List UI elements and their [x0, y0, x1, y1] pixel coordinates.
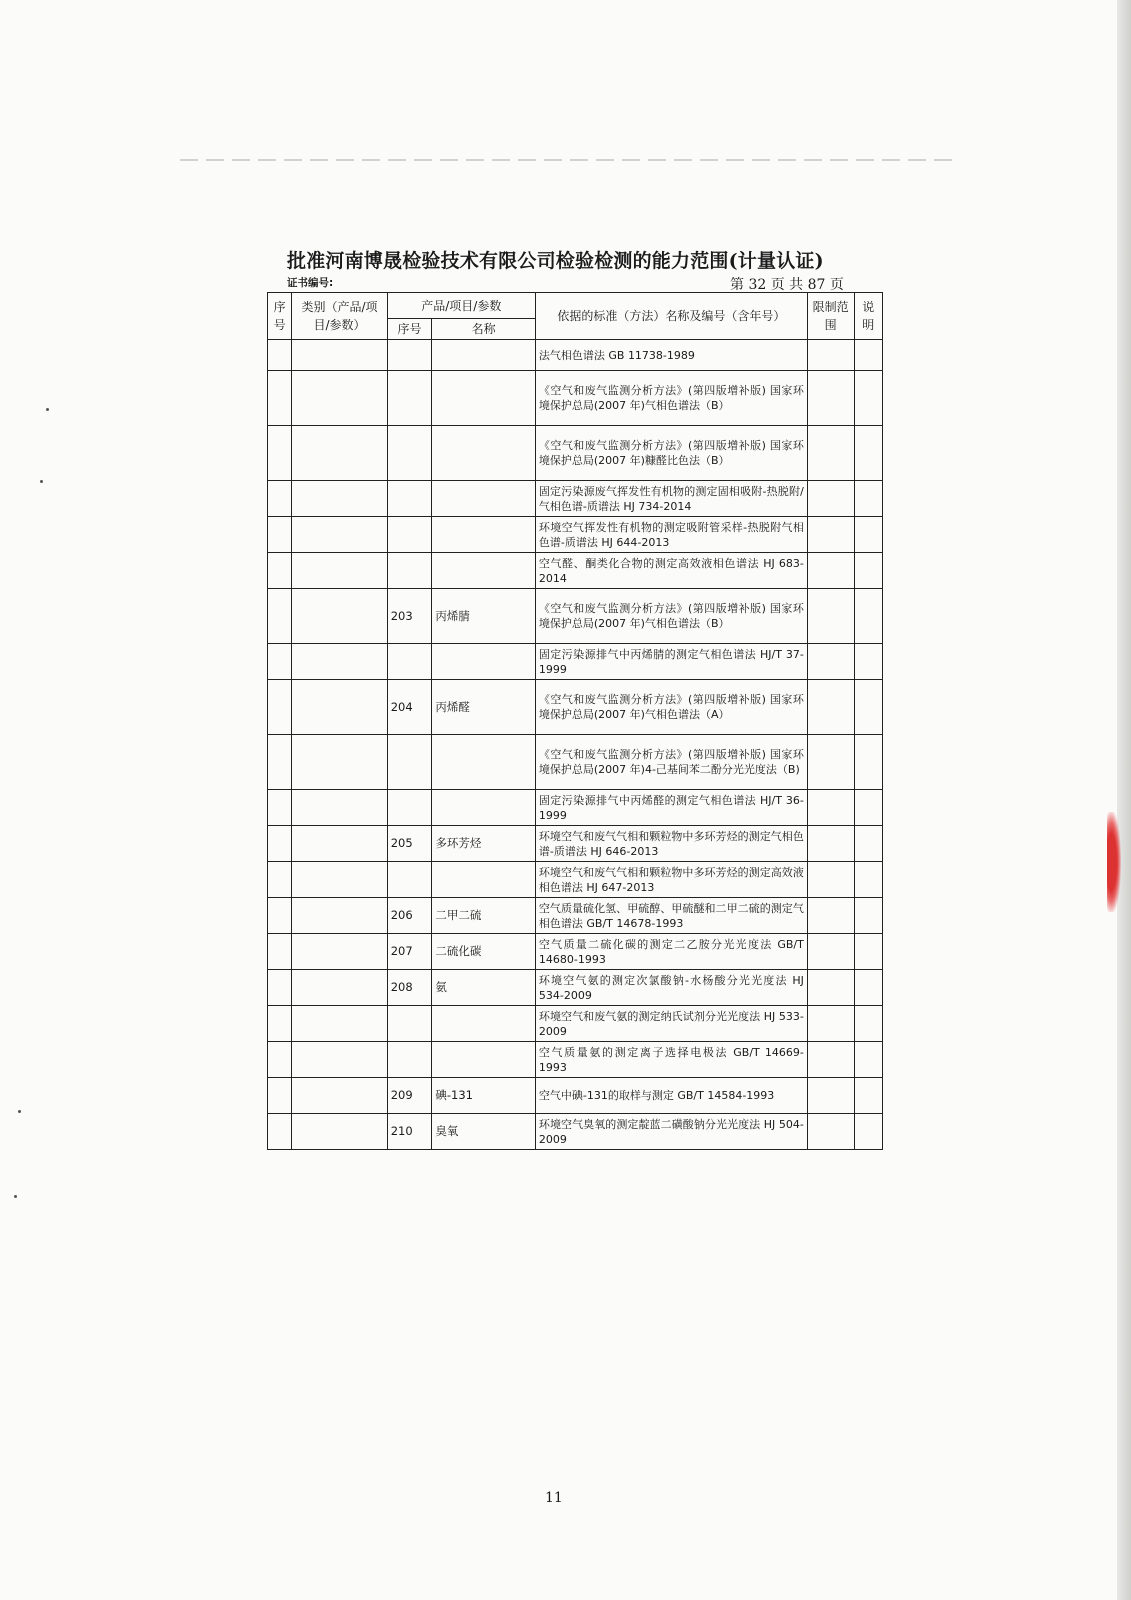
cell-standard: 空气中碘-131的取样与测定 GB/T 14584-1993 — [535, 1078, 807, 1114]
header-standard: 依据的标准（方法）名称及编号（含年号） — [535, 293, 807, 340]
table-row — [268, 1114, 883, 1150]
table-row — [268, 898, 883, 934]
cell-limit — [807, 826, 854, 862]
cell-item-name: 二硫化碳 — [432, 934, 536, 970]
cell-note — [854, 1114, 882, 1150]
cell-standard: 固定污染源排气中丙烯腈的测定气相色谱法 HJ/T 37-1999 — [535, 644, 807, 680]
cell-standard: 固定污染源排气中丙烯醛的测定气相色谱法 HJ/T 36-1999 — [535, 790, 807, 826]
cell-category — [292, 426, 387, 481]
cell-standard: 《空气和废气监测分析方法》(第四版增补版) 国家环境保护总局(2007 年)糠醛比色法（B） — [535, 426, 807, 481]
cell-seq — [268, 862, 292, 898]
cell-seq — [268, 934, 292, 970]
cell-item-no — [387, 790, 432, 826]
cell-limit — [807, 589, 854, 644]
cell-standard: 环境空气和废气氨的测定纳氏试剂分光光度法 HJ 533-2009 — [535, 1006, 807, 1042]
cell-seq — [268, 680, 292, 735]
cell-limit — [807, 680, 854, 735]
cell-item-no — [387, 553, 432, 589]
cell-category — [292, 644, 387, 680]
cell-limit — [807, 340, 854, 371]
cell-seq — [268, 371, 292, 426]
cell-note — [854, 589, 882, 644]
cell-note — [854, 1006, 882, 1042]
cell-standard: 环境空气臭氧的测定靛蓝二磺酸钠分光光度法 HJ 504-2009 — [535, 1114, 807, 1150]
cell-category — [292, 934, 387, 970]
table-row — [268, 862, 883, 898]
capability-scope-table — [267, 292, 883, 1150]
cell-limit — [807, 1114, 854, 1150]
cell-item-name — [432, 371, 536, 426]
table-row — [268, 790, 883, 826]
cell-seq — [268, 1042, 292, 1078]
scan-speck — [18, 1110, 21, 1113]
table-row — [268, 481, 883, 517]
cell-category — [292, 898, 387, 934]
header-product-group: 产品/项目/参数 — [387, 293, 535, 319]
table-row — [268, 426, 883, 481]
cell-item-name — [432, 517, 536, 553]
cell-item-name: 丙烯醛 — [432, 680, 536, 735]
table-row — [268, 1042, 883, 1078]
cell-item-no: 204 — [387, 680, 432, 735]
cell-item-name — [432, 553, 536, 589]
cell-standard: 空气醛、酮类化合物的测定高效液相色谱法 HJ 683-2014 — [535, 553, 807, 589]
cell-category — [292, 970, 387, 1006]
cell-seq — [268, 790, 292, 826]
table-row — [268, 517, 883, 553]
cell-category — [292, 680, 387, 735]
cell-seq — [268, 826, 292, 862]
cell-standard: 环境空气和废气气相和颗粒物中多环芳烃的测定高效液相色谱法 HJ 647-2013 — [535, 862, 807, 898]
cell-note — [854, 481, 882, 517]
cell-note — [854, 735, 882, 790]
cell-seq — [268, 517, 292, 553]
cell-category — [292, 340, 387, 371]
cell-limit — [807, 481, 854, 517]
cell-item-name: 多环芳烃 — [432, 826, 536, 862]
cell-category — [292, 553, 387, 589]
cell-seq — [268, 1006, 292, 1042]
cell-limit — [807, 934, 854, 970]
cell-limit — [807, 970, 854, 1006]
cell-note — [854, 553, 882, 589]
scan-speck — [46, 408, 49, 411]
cell-limit — [807, 426, 854, 481]
cell-item-no — [387, 735, 432, 790]
cell-limit — [807, 862, 854, 898]
scan-speck — [14, 1195, 17, 1198]
cell-category — [292, 826, 387, 862]
cell-seq — [268, 1114, 292, 1150]
page-count: 第 32 页 共 87 页 — [730, 277, 844, 293]
cell-seq — [268, 898, 292, 934]
header-limit: 限制范围 — [807, 293, 854, 340]
cell-item-no: 210 — [387, 1114, 432, 1150]
cell-item-name — [432, 735, 536, 790]
cell-note — [854, 898, 882, 934]
cell-standard: 《空气和废气监测分析方法》(第四版增补版) 国家环境保护总局(2007 年)4-己基间苯二酚分光光度法（B) — [535, 735, 807, 790]
cell-item-name — [432, 481, 536, 517]
cell-note — [854, 426, 882, 481]
cell-standard: 《空气和废气监测分析方法》(第四版增补版) 国家环境保护总局(2007 年)气相色谱法（A） — [535, 680, 807, 735]
header-seq: 序号 — [268, 293, 292, 340]
cell-item-name — [432, 862, 536, 898]
cell-item-name: 臭氧 — [432, 1114, 536, 1150]
cell-limit — [807, 553, 854, 589]
certificate-number-label: 证书编号: — [287, 277, 334, 289]
cell-limit — [807, 517, 854, 553]
table-row — [268, 735, 883, 790]
cell-item-no — [387, 1042, 432, 1078]
cell-note — [854, 680, 882, 735]
cell-standard: 空气质量二硫化碳的测定二乙胺分光光度法 GB/T 14680-1993 — [535, 934, 807, 970]
table-row — [268, 644, 883, 680]
table-row — [268, 680, 883, 735]
cell-category — [292, 1078, 387, 1114]
cell-item-no: 209 — [387, 1078, 432, 1114]
cell-note — [854, 1042, 882, 1078]
cell-note — [854, 790, 882, 826]
cell-item-name — [432, 340, 536, 371]
cell-item-no — [387, 481, 432, 517]
cell-standard: 环境空气和废气气相和颗粒物中多环芳烃的测定气相色谱-质谱法 HJ 646-2013 — [535, 826, 807, 862]
header-item-name: 名称 — [432, 319, 536, 340]
cell-standard: 《空气和废气监测分析方法》(第四版增补版) 国家环境保护总局(2007 年)气相色谱法（B） — [535, 589, 807, 644]
cell-seq — [268, 481, 292, 517]
cell-item-no: 205 — [387, 826, 432, 862]
cell-note — [854, 340, 882, 371]
cell-item-name: 二甲二硫 — [432, 898, 536, 934]
table-row — [268, 371, 883, 426]
cell-item-no — [387, 1006, 432, 1042]
cell-note — [854, 826, 882, 862]
cell-note — [854, 934, 882, 970]
cell-standard: 环境空气氨的测定次氯酸钠-水杨酸分光光度法 HJ 534-2009 — [535, 970, 807, 1006]
cell-category — [292, 371, 387, 426]
cell-item-no — [387, 340, 432, 371]
cell-limit — [807, 1078, 854, 1114]
cell-note — [854, 517, 882, 553]
cell-item-name: 丙烯腈 — [432, 589, 536, 644]
cell-standard: 空气质量氨的测定离子选择电极法 GB/T 14669-1993 — [535, 1042, 807, 1078]
cell-limit — [807, 1042, 854, 1078]
table-row — [268, 589, 883, 644]
scan-speck — [40, 480, 43, 483]
cell-item-name: 碘-131 — [432, 1078, 536, 1114]
header-item-no: 序号 — [387, 319, 432, 340]
page-number: 11 — [545, 1490, 563, 1506]
cell-category — [292, 790, 387, 826]
cell-category — [292, 1042, 387, 1078]
scan-artifact-line — [180, 159, 960, 161]
cell-category — [292, 589, 387, 644]
cell-item-no — [387, 371, 432, 426]
table-row — [268, 1006, 883, 1042]
table-row — [268, 553, 883, 589]
cell-category — [292, 481, 387, 517]
cell-note — [854, 1078, 882, 1114]
table-row — [268, 1078, 883, 1114]
cell-category — [292, 862, 387, 898]
header-category: 类别（产品/项目/参数） — [292, 293, 387, 340]
document-title: 批准河南博晟检验技术有限公司检验检测的能力范围(计量认证) — [287, 250, 824, 272]
cell-item-no: 206 — [387, 898, 432, 934]
cell-category — [292, 735, 387, 790]
cell-category — [292, 517, 387, 553]
cell-note — [854, 862, 882, 898]
cell-category — [292, 1006, 387, 1042]
cell-item-name — [432, 1042, 536, 1078]
cell-standard: 法气相色谱法 GB 11738-1989 — [535, 340, 807, 371]
cell-limit — [807, 371, 854, 426]
cell-item-name — [432, 1006, 536, 1042]
cell-standard: 《空气和废气监测分析方法》(第四版增补版) 国家环境保护总局(2007 年)气相色谱法（B） — [535, 371, 807, 426]
cell-item-name: 氨 — [432, 970, 536, 1006]
cell-standard: 空气质量硫化氢、甲硫醇、甲硫醚和二甲二硫的测定气相色谱法 GB/T 14678-1993 — [535, 898, 807, 934]
cell-item-no: 208 — [387, 970, 432, 1006]
cell-seq — [268, 589, 292, 644]
red-seal-fragment — [1107, 812, 1121, 912]
cell-limit — [807, 898, 854, 934]
cell-seq — [268, 735, 292, 790]
table-row — [268, 340, 883, 371]
cell-item-name — [432, 426, 536, 481]
cell-seq — [268, 553, 292, 589]
cell-limit — [807, 790, 854, 826]
cell-standard: 固定污染源废气挥发性有机物的测定固相吸附-热脱附/气相色谱-质谱法 HJ 734-2014 — [535, 481, 807, 517]
cell-item-no — [387, 862, 432, 898]
cell-seq — [268, 644, 292, 680]
cell-limit — [807, 1006, 854, 1042]
cell-item-no — [387, 644, 432, 680]
cell-standard: 环境空气挥发性有机物的测定吸附管采样-热脱附气相色谱-质谱法 HJ 644-2013 — [535, 517, 807, 553]
cell-seq — [268, 340, 292, 371]
cell-seq — [268, 970, 292, 1006]
cell-category — [292, 1114, 387, 1150]
cell-item-no — [387, 426, 432, 481]
cell-seq — [268, 426, 292, 481]
cell-item-no: 203 — [387, 589, 432, 644]
cell-limit — [807, 644, 854, 680]
scan-edge — [1117, 0, 1131, 1600]
table-row — [268, 934, 883, 970]
table-row — [268, 970, 883, 1006]
cell-note — [854, 371, 882, 426]
cell-item-name — [432, 644, 536, 680]
cell-limit — [807, 735, 854, 790]
cell-note — [854, 644, 882, 680]
cell-seq — [268, 1078, 292, 1114]
cell-item-no — [387, 517, 432, 553]
table-row — [268, 826, 883, 862]
cell-note — [854, 970, 882, 1006]
header-note: 说明 — [854, 293, 882, 340]
cell-item-name — [432, 790, 536, 826]
cell-item-no: 207 — [387, 934, 432, 970]
